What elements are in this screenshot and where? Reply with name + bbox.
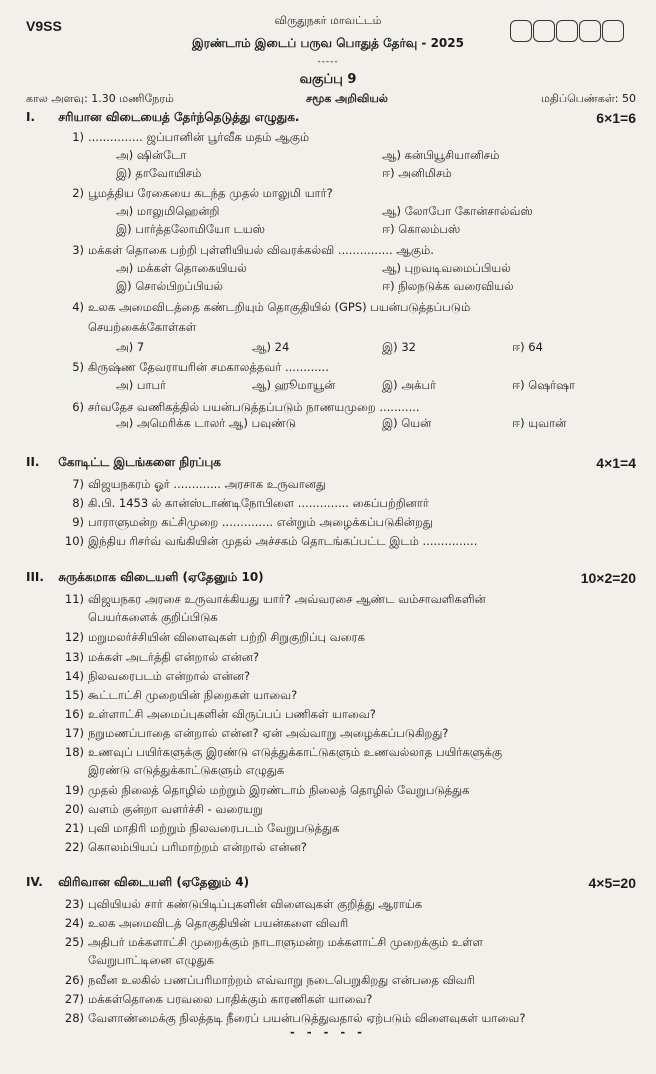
- question-continuation: செயற்கைக்கோள்கள்: [88, 320, 197, 334]
- question-number: 23): [64, 897, 84, 911]
- question: [64, 628, 628, 646]
- question: [72, 475, 628, 493]
- question-text: உலக அமைவிடத்தை கண்டறியும் தொகுதியில் (GPS) பயன்படுத்தப்படும்: [88, 300, 471, 314]
- question-text: அதிபர் மக்களாட்சி முறைக்கும் நாடாளுமன்ற மக்களாட்சி முறைக்கும் உள்ள: [88, 935, 484, 949]
- question: [72, 494, 628, 512]
- option: இ) 32: [382, 340, 416, 354]
- question: [72, 241, 628, 259]
- section-marks: 4×5=20: [588, 875, 636, 891]
- question: [72, 184, 628, 202]
- question-number: 16): [64, 707, 84, 721]
- question-number: 4): [72, 300, 84, 314]
- question: [64, 743, 628, 761]
- question: [64, 990, 628, 1008]
- exam-title: இரண்டாம் இடைப் பருவ பொதுத் தேர்வு - 2025: [192, 36, 464, 50]
- question-text: விஜயநகர அரசை உருவாக்கியது யார்? அவ்வரசை ஆண்ட வம்சாவளிகளின்: [88, 592, 486, 606]
- end-marker: - - - - -: [290, 1025, 366, 1039]
- max-marks: மதிப்பெண்கள்: 50: [541, 92, 636, 105]
- question: [64, 705, 628, 723]
- option: அ) பாபர்: [116, 378, 167, 392]
- option: ஆ) புறவடிவமைப்பியல்: [382, 261, 511, 275]
- question-text: நவீன உலகில் பணப்பரிமாற்றம் எவ்வாறு நடைபெறுகிறது என்பதை விவரி: [88, 973, 475, 987]
- question-number: 5): [72, 360, 84, 374]
- question-continuation: வேறுபாட்டினை எழுதுக: [88, 953, 214, 967]
- question-text: மக்கள் அடர்த்தி என்றால் என்ன?: [88, 650, 260, 664]
- question-text: நிலவரைபடம் என்றால் என்ன?: [88, 669, 251, 683]
- question-number: 6): [72, 400, 84, 414]
- question-number: 10): [64, 534, 84, 548]
- subject-name: சமூக அறிவியல்: [306, 92, 388, 105]
- option: ஈ) ஷெர்ஷா: [512, 378, 575, 392]
- question: [64, 648, 628, 666]
- question-number: 22): [64, 840, 84, 854]
- question: [64, 800, 628, 818]
- option: அ) 7: [116, 340, 145, 354]
- option: ஆ) 24: [252, 340, 290, 354]
- question-number: 1): [72, 130, 84, 144]
- question-text: பூமத்திய ரேகையை கடந்த முதல் மாலுமி யார்?: [88, 186, 333, 200]
- section-title: கோடிட்ட இடங்களை நிரப்புக: [58, 455, 221, 469]
- question: [64, 971, 628, 989]
- question: [64, 667, 628, 685]
- question-text: முதல் நிலைத் தொழில் மற்றும் இரண்டாம் நிலைத் தொழில் வேறுபடுத்துக: [88, 783, 470, 797]
- time-duration: கால அளவு: 1.30 மணிநேரம்: [26, 92, 174, 105]
- question-text: வேளாண்மைக்கு நிலத்தடி நீரைப் பயன்படுத்துவதால் ஏற்படும் விளைவுகள் யாவை?: [88, 1011, 526, 1025]
- option: ஈ) நிலநடுக்க வரைவியல்: [382, 279, 514, 293]
- question-text: உலக அமைவிடத் தொகுதியின் பயன்களை விவரி: [88, 916, 349, 930]
- section-number: IV.: [26, 875, 43, 889]
- option: ஈ) யுவான்: [512, 416, 567, 430]
- question-text: நறுமணப்பாதை என்றால் என்ன? ஏன் அவ்வாறு அழைக்கப்படுகிறது?: [88, 726, 449, 740]
- question-number: 9): [72, 515, 84, 529]
- question: [72, 298, 628, 316]
- question-continuation: இரண்டு எடுத்துக்காட்டுகளும் எழுதுக: [88, 763, 285, 777]
- section-number: III.: [26, 570, 44, 584]
- section-title: விரிவான விடையளி (ஏதேனும் 4): [58, 875, 250, 889]
- option: ஆ) லோபோ கோன்சால்வ்ஸ்: [382, 204, 533, 218]
- question-number: 7): [72, 477, 84, 491]
- question: [64, 781, 628, 799]
- question-text: மக்கள் தொகை பற்றி புள்ளியியல் விவரக்கல்வி ............... ஆகும்.: [88, 243, 434, 257]
- option: அ) அமெரிக்க டாலர் ஆ) பவுண்டு: [116, 416, 297, 430]
- option: ஆ) ஹூமாயூன்: [252, 378, 336, 392]
- option: அ) மாலுமிஹென்றி: [116, 204, 220, 218]
- question: [64, 838, 628, 856]
- section-marks: 6×1=6: [596, 110, 636, 126]
- question: [64, 532, 628, 550]
- question-text: விஜயநகரம் ஓர் ............. அரசாக உருவானது: [88, 477, 326, 491]
- section-title: சுருக்கமாக விடையளி (ஏதேனும் 10): [58, 570, 264, 584]
- question-number: 25): [64, 935, 84, 949]
- question: [64, 933, 628, 951]
- question: [64, 819, 628, 837]
- question-text: கி.பி. 1453 ல் கான்ஸ்டாண்டிநோபிளை .............. கைப்பற்றினார்: [88, 496, 429, 510]
- meta-line: [26, 92, 636, 106]
- option: ஈ) அனிமிசம்: [382, 166, 452, 180]
- question-text: சர்வதேச வணிகத்தில் பயன்படுத்தப்படும் நாணயமுறை ...........: [88, 400, 420, 414]
- section-heading: [26, 570, 636, 586]
- question-text: புவியியல் சார் கண்டுபிடிப்புகளின் விளைவுகள் குறித்து ஆராய்க: [88, 897, 423, 911]
- question: [72, 358, 628, 376]
- question-number: 13): [64, 650, 84, 664]
- option: ஈ) 64: [512, 340, 543, 354]
- question: [72, 513, 628, 531]
- option: இ) யென்: [382, 416, 432, 430]
- header-separator: -----: [317, 57, 339, 67]
- question: [72, 128, 628, 146]
- question-text: வளம் குன்றா வளர்ச்சி - வரையறு: [88, 802, 263, 816]
- option: அ) ஷின்டோ: [116, 148, 187, 162]
- question-text: புவி மாதிரி மற்றும் நிலவரைபடம் வேறுபடுத்துக: [88, 821, 340, 835]
- district-title: விருதுநகர் மாவட்டம்: [274, 14, 382, 27]
- section-number: II.: [26, 455, 40, 469]
- question-number: 12): [64, 630, 84, 644]
- question: [64, 686, 628, 704]
- question-number: 3): [72, 243, 84, 257]
- option: இ) தாவோயிசம்: [116, 166, 202, 180]
- section-heading: [26, 110, 636, 126]
- section-marks: 10×2=20: [580, 570, 636, 586]
- section-heading: [26, 455, 636, 471]
- section-number: I.: [26, 110, 36, 124]
- section-marks: 4×1=4: [596, 455, 636, 471]
- question-number: 27): [64, 992, 84, 1006]
- question: [64, 895, 628, 913]
- question-text: உணவுப் பயிர்களுக்கு இரண்டு எடுத்துக்காட்டுகளும் உணவல்லாத பயிர்களுக்கு: [88, 745, 503, 759]
- question-text: கூட்டாட்சி முறையின் நிறைகள் யாவை?: [88, 688, 298, 702]
- question-text: கொலம்பியப் பரிமாற்றம் என்றால் என்ன?: [88, 840, 307, 854]
- question-text: ............... ஜப்பானின் பூர்வீக மதம் ஆகும்: [88, 130, 310, 144]
- question-number: 19): [64, 783, 84, 797]
- option: ஆ) கன்பியூசியானிசம்: [382, 148, 500, 162]
- paper-code: V9SS: [26, 18, 62, 34]
- question: [64, 724, 628, 742]
- option: இ) பார்த்தலோமியோ டயஸ்: [116, 222, 265, 236]
- question-number: 28): [64, 1011, 84, 1025]
- question-number: 20): [64, 802, 84, 816]
- option: ஈ) கொலம்பஸ்: [382, 222, 461, 236]
- question-text: பாராளுமன்ற கட்சிமுறை .............. என்றும் அழைக்கப்படுகின்றது: [88, 515, 433, 529]
- question-number: 2): [72, 186, 84, 200]
- question: [64, 590, 628, 608]
- option: இ) சொல்பிறப்பியல்: [116, 279, 223, 293]
- option: அ) மக்கள் தொகையியல்: [116, 261, 247, 275]
- question-number: 17): [64, 726, 84, 740]
- question-number: 15): [64, 688, 84, 702]
- question-text: மறுமலர்ச்சியின் விளைவுகள் பற்றி சிறுகுறிப்பு வரைக: [88, 630, 365, 644]
- question-text: மக்கள்தொகை பரவலை பாதிக்கும் காரணிகள் யாவை?: [88, 992, 373, 1006]
- question-text: உள்ளாட்சி அமைப்புகளின் விருப்பப் பணிகள் யாவை?: [88, 707, 376, 721]
- question-number: 14): [64, 669, 84, 683]
- question-number: 8): [72, 496, 84, 510]
- question: [72, 398, 628, 416]
- question-number: 11): [64, 592, 84, 606]
- section-title: சரியான விடையைத் தேர்ந்தெடுத்து எழுதுக.: [58, 110, 300, 124]
- question-text: இந்திய ரிசர்வ் வங்கியின் முதல் அச்சகம் தொடங்கப்பட்ட இடம் ...............: [88, 534, 478, 548]
- option: இ) அக்பர்: [382, 378, 437, 392]
- section-heading: [26, 875, 636, 891]
- question-number: 18): [64, 745, 84, 759]
- question-number: 24): [64, 916, 84, 930]
- question: [64, 914, 628, 932]
- question-number: 26): [64, 973, 84, 987]
- class-title: வகுப்பு 9: [299, 72, 357, 87]
- question-number: 21): [64, 821, 84, 835]
- question-continuation: பெயர்களைக் குறிப்பிடுக: [88, 610, 218, 624]
- question-text: கிருஷ்ண தேவராயரின் சமகாலத்தவர் ............: [88, 360, 329, 374]
